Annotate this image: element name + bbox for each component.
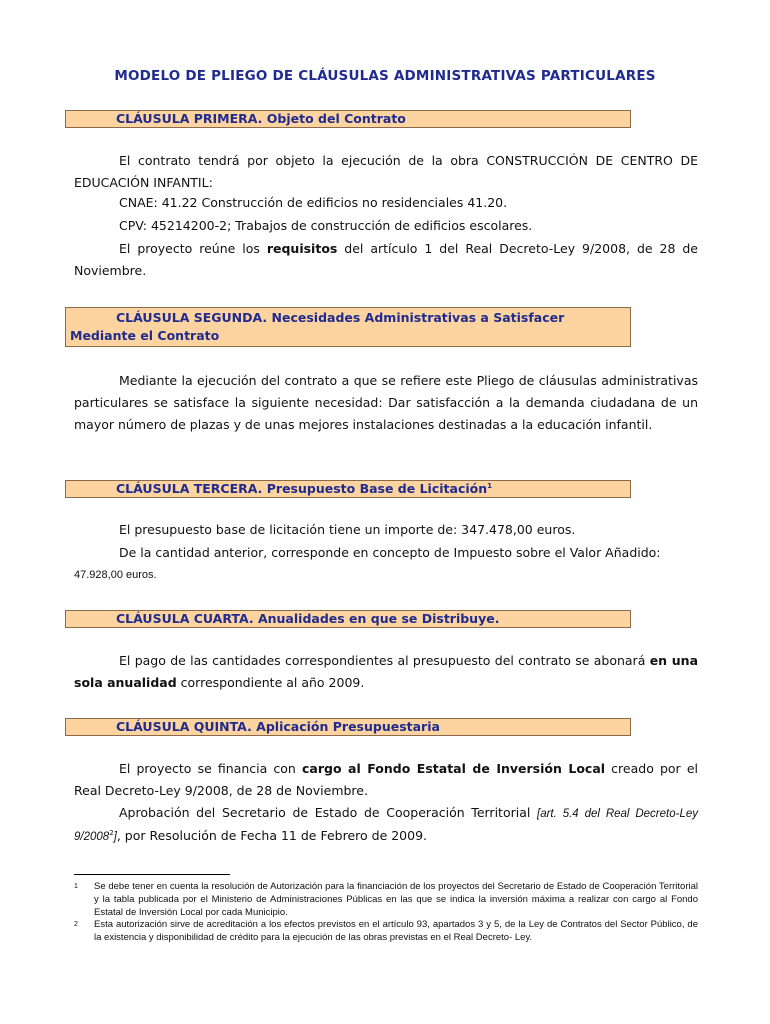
clause-1-cnae: CNAE: 41.22 Construcción de edificios no residenciales 41.20. <box>119 195 508 210</box>
clause-5-heading <box>65 718 631 736</box>
footnote-ref-2: 2 <box>109 828 114 837</box>
clause-3-paragraph-1: El presupuesto base de licitación tiene un importe de: 347.478,00 euros. <box>119 522 576 537</box>
footnote-2-number: 2 <box>74 921 78 928</box>
clause-2-heading <box>65 307 631 347</box>
clause-5-paragraph-1 <box>74 758 698 802</box>
clause-1-p2-bold: requisitos <box>266 241 338 256</box>
clause-4-paragraph-1 <box>74 650 698 694</box>
clause-4-p1-text-a: El pago de las cantidades correspondientes al presupuesto del contrato se abonará <box>119 653 650 668</box>
footnote-ref-1: 1 <box>487 481 492 490</box>
clause-5-paragraph-2 <box>74 802 698 848</box>
clause-3-vat-value: 47.928,00 euros. <box>74 569 157 581</box>
footnote-divider <box>74 874 230 875</box>
clause-2-heading-line-2: Mediante el Contrato <box>70 328 220 343</box>
clause-3-heading-text: CLÁUSULA TERCERA. Presupuesto Base de Licitación <box>116 481 488 496</box>
clause-5-p1-text-c: creado por el Real Decreto-Ley 9/2008, de 28 de Noviembre. <box>74 761 698 798</box>
clause-5-heading-text: CLÁUSULA QUINTA. Aplicación Presupuestaria <box>116 719 440 734</box>
clause-2-heading-line-1: CLÁUSULA SEGUNDA. Necesidades Administrativas a Satisfacer <box>116 310 565 325</box>
clause-3-heading-text-wrap <box>66 481 630 497</box>
footnote-1 <box>74 880 698 919</box>
clause-5-p1-text-a: El proyecto se financia con <box>119 761 302 776</box>
clause-1-p2-text-c: del artículo 1 del Real Decreto-Ley 9/2008, de 28 de Noviembre. <box>74 241 698 278</box>
clause-5-p2-citation: [art. 5.4 del Real Decreto-Ley 9/2008 <box>74 808 698 843</box>
clause-1-p2-text-a: El proyecto reúne los <box>119 241 267 256</box>
footnote-1-number: 1 <box>74 883 78 890</box>
clause-1-paragraph-1: El contrato tendrá por objeto la ejecución de la obra CONSTRUCCIÓN DE CENTRO DE EDUCACIÓN INFANTIL: <box>74 153 698 190</box>
footnote-2-text: Esta autorización sirve de acreditación a los efectos previstos en el artículo 93, apartados 3 y 5, de la Ley de Contratos del Sector Público, de la existencia y disponibilidad de crédito para la ejecución de las obras previstas en el Real Decreto- Ley. <box>94 919 698 943</box>
clause-1-heading-text: CLÁUSULA PRIMERA. Objeto del Contrato <box>116 111 406 126</box>
clause-5-p2-text-a: Aprobación del Secretario de Estado de Cooperación Territorial <box>119 805 538 820</box>
clause-3-heading <box>65 480 631 498</box>
clause-1-cpv: CPV: 45214200-2; Trabajos de construcción de edificios escolares. <box>119 218 533 233</box>
clause-5-p2-text-d: , por Resolución de Fecha 11 de Febrero de 2009. <box>116 828 428 843</box>
clause-1-heading <box>65 110 631 128</box>
clause-4-heading <box>65 610 631 628</box>
footnote-1-text: Se debe tener en cuenta la resolución de Autorización para la financiación de los proyectos del Secretario de Estado de Cooperación Territorial y la tabla publicada por el Ministerio de Administraciones Públicas en las que se indica la inversión máxima a realizar con cargo al Fondo Estatal de Inversión Local por cada Municipio. <box>94 881 698 918</box>
clause-5-p2-citation-close: ] <box>113 831 117 843</box>
clause-4-heading-text: CLÁUSULA CUARTA. Anualidades en que se Distribuye. <box>116 611 500 626</box>
clause-5-p1-bold: cargo al Fondo Estatal de Inversión Local <box>301 761 606 776</box>
document-title: MODELO DE PLIEGO DE CLÁUSULAS ADMINISTRATIVAS PARTICULARES <box>114 68 656 84</box>
clause-4-p1-text-c: correspondiente al año 2009. <box>176 675 365 690</box>
footnote-2 <box>74 918 698 944</box>
clause-2-paragraph-1: Mediante la ejecución del contrato a que se refiere este Pliego de cláusulas administrativas particulares se satisface la siguiente necesidad: Dar satisfacción a la demanda ciudadana de un mayor número de plazas y de unas mejores instalaciones destinadas a la educación infantil. <box>74 373 698 432</box>
clause-3-paragraph-2: De la cantidad anterior, corresponde en concepto de Impuesto sobre el Valor Añadido: <box>119 545 661 560</box>
clause-4-p1-bold: en una sola anualidad <box>74 653 698 690</box>
clause-1-paragraph-2 <box>74 238 698 282</box>
